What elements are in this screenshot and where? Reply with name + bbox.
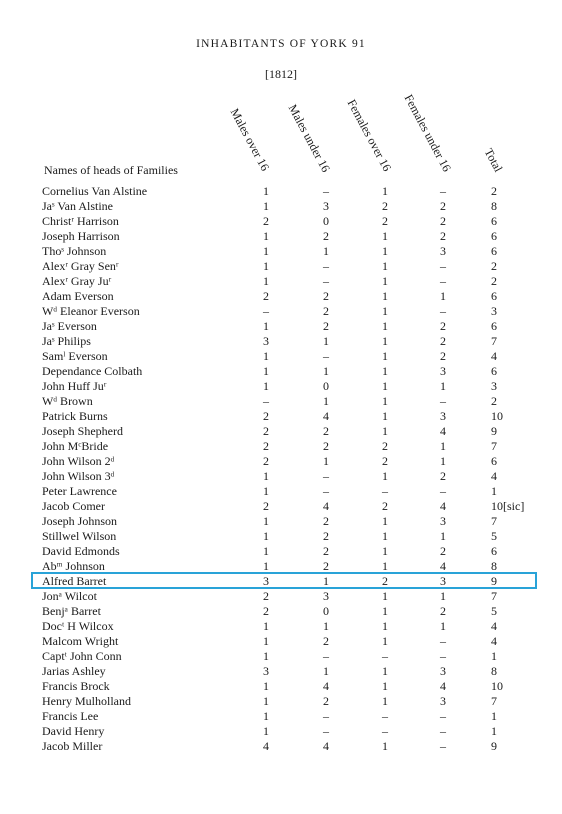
table-row bbox=[0, 379, 562, 394]
count-cell: 2 bbox=[263, 454, 269, 468]
count-cell: 1 bbox=[323, 244, 329, 258]
count-cell: – bbox=[323, 349, 329, 363]
head-of-family-name: Joseph Shepherd bbox=[42, 424, 123, 438]
count-cell: 1 bbox=[263, 709, 269, 723]
count-cell: 1 bbox=[263, 634, 269, 648]
count-cell: 1 bbox=[382, 379, 388, 393]
total-cell: 2 bbox=[491, 259, 497, 273]
head-of-family-name: Benjᵃ Barret bbox=[42, 604, 101, 618]
count-cell: 1 bbox=[323, 619, 329, 633]
count-cell: 1 bbox=[382, 184, 388, 198]
table-row bbox=[0, 664, 562, 679]
count-cell: 4 bbox=[440, 559, 446, 573]
count-cell: 1 bbox=[440, 529, 446, 543]
count-cell: – bbox=[263, 394, 269, 408]
count-cell: 2 bbox=[382, 454, 388, 468]
count-cell: 2 bbox=[382, 214, 388, 228]
count-cell: 2 bbox=[323, 319, 329, 333]
count-cell: – bbox=[382, 709, 388, 723]
count-cell: 1 bbox=[382, 334, 388, 348]
count-cell: 1 bbox=[263, 319, 269, 333]
table-row bbox=[0, 544, 562, 559]
count-cell: 4 bbox=[323, 499, 329, 513]
total-cell: 2 bbox=[491, 394, 497, 408]
count-cell: 1 bbox=[382, 559, 388, 573]
count-cell: 2 bbox=[263, 589, 269, 603]
head-of-family-name: Jaˢ Philips bbox=[42, 334, 91, 348]
count-cell: – bbox=[323, 484, 329, 498]
count-cell: 2 bbox=[263, 604, 269, 618]
count-cell: 4 bbox=[323, 679, 329, 693]
table-row bbox=[0, 604, 562, 619]
count-cell: 4 bbox=[323, 739, 329, 753]
count-cell: – bbox=[440, 724, 446, 738]
count-cell: 0 bbox=[323, 379, 329, 393]
total-cell: 6 bbox=[491, 214, 497, 228]
head-of-family-name: Alexʳ Gray Juʳ bbox=[42, 274, 112, 288]
count-cell: 1 bbox=[263, 244, 269, 258]
head-of-family-name: Alexʳ Gray Senʳ bbox=[42, 259, 119, 273]
table-row bbox=[0, 409, 562, 424]
count-cell: – bbox=[323, 259, 329, 273]
total-cell: 7 bbox=[491, 334, 497, 348]
count-cell: 1 bbox=[263, 469, 269, 483]
count-cell: 1 bbox=[382, 529, 388, 543]
head-of-family-name: Joseph Harrison bbox=[42, 229, 120, 243]
row-highlight-box bbox=[31, 572, 537, 589]
table-row bbox=[0, 469, 562, 484]
total-cell: 6 bbox=[491, 364, 497, 378]
head-of-family-name: Dependance Colbath bbox=[42, 364, 143, 378]
count-cell: – bbox=[440, 709, 446, 723]
count-cell: 3 bbox=[440, 364, 446, 378]
count-cell: 1 bbox=[263, 649, 269, 663]
head-of-family-name: John MᶜBride bbox=[42, 439, 109, 453]
count-cell: – bbox=[263, 304, 269, 318]
count-cell: 1 bbox=[263, 199, 269, 213]
total-cell: 9 bbox=[491, 739, 497, 753]
count-cell: 4 bbox=[440, 424, 446, 438]
count-cell: 2 bbox=[440, 334, 446, 348]
table-row bbox=[0, 649, 562, 664]
count-cell: 4 bbox=[440, 499, 446, 513]
total-cell: 8 bbox=[491, 664, 497, 678]
count-cell: 2 bbox=[323, 304, 329, 318]
count-cell: 1 bbox=[263, 529, 269, 543]
count-cell: 1 bbox=[263, 619, 269, 633]
total-cell: 6 bbox=[491, 229, 497, 243]
count-cell: 1 bbox=[323, 574, 329, 588]
count-cell: 2 bbox=[440, 199, 446, 213]
count-cell: 3 bbox=[323, 199, 329, 213]
head-of-family-name: Patrick Burns bbox=[42, 409, 108, 423]
table-row bbox=[0, 229, 562, 244]
count-cell: 1 bbox=[382, 544, 388, 558]
count-cell: 2 bbox=[382, 199, 388, 213]
head-of-family-name: Francis Lee bbox=[42, 709, 99, 723]
count-cell: 2 bbox=[440, 604, 446, 618]
count-cell: 3 bbox=[323, 589, 329, 603]
total-cell: 1 bbox=[491, 649, 497, 663]
count-cell: 2 bbox=[440, 319, 446, 333]
total-cell: 10[sic] bbox=[491, 499, 525, 513]
head-of-family-name: John Wilson 3ᵈ bbox=[42, 469, 115, 483]
total-cell: 7 bbox=[491, 514, 497, 528]
total-cell: 7 bbox=[491, 439, 497, 453]
count-cell: 1 bbox=[382, 664, 388, 678]
head-of-family-name: Jacob Miller bbox=[42, 739, 103, 753]
head-of-family-name: John Wilson 2ᵈ bbox=[42, 454, 115, 468]
count-cell: – bbox=[382, 724, 388, 738]
total-cell: 5 bbox=[491, 604, 497, 618]
total-cell: 4 bbox=[491, 619, 497, 633]
count-cell: 1 bbox=[382, 259, 388, 273]
count-cell: 1 bbox=[263, 184, 269, 198]
total-cell: 7 bbox=[491, 694, 497, 708]
head-of-family-name: Francis Brock bbox=[42, 679, 110, 693]
count-cell: – bbox=[440, 184, 446, 198]
count-cell: 1 bbox=[440, 589, 446, 603]
count-cell: 2 bbox=[263, 289, 269, 303]
count-cell: – bbox=[440, 304, 446, 318]
count-cell: 1 bbox=[263, 544, 269, 558]
page-header-title: INHABITANTS OF YORK 91 bbox=[196, 38, 366, 50]
head-of-family-name: Samˡ Everson bbox=[42, 349, 108, 363]
total-cell: 1 bbox=[491, 484, 497, 498]
count-cell: 1 bbox=[382, 424, 388, 438]
table-row bbox=[0, 199, 562, 214]
table-row bbox=[0, 364, 562, 379]
table-row bbox=[0, 619, 562, 634]
count-cell: 1 bbox=[382, 244, 388, 258]
count-cell: 1 bbox=[263, 349, 269, 363]
table-row bbox=[0, 724, 562, 739]
count-cell: 2 bbox=[263, 499, 269, 513]
total-cell: 6 bbox=[491, 319, 497, 333]
count-cell: – bbox=[323, 184, 329, 198]
count-cell: 4 bbox=[323, 409, 329, 423]
count-cell: 1 bbox=[382, 274, 388, 288]
count-cell: 0 bbox=[323, 604, 329, 618]
col-header-females-under: Females under 16 bbox=[401, 92, 455, 174]
table-row bbox=[0, 709, 562, 724]
count-cell: – bbox=[323, 469, 329, 483]
total-cell: 4 bbox=[491, 469, 497, 483]
count-cell: – bbox=[440, 484, 446, 498]
head-of-family-name: Cornelius Van Alstine bbox=[42, 184, 148, 198]
table-row bbox=[0, 529, 562, 544]
count-cell: 1 bbox=[440, 454, 446, 468]
col-header-males-over: Males over 16 bbox=[227, 106, 273, 174]
head-of-family-name: Stillwel Wilson bbox=[42, 529, 117, 543]
count-cell: 2 bbox=[382, 499, 388, 513]
total-cell: 6 bbox=[491, 454, 497, 468]
count-cell: 2 bbox=[323, 544, 329, 558]
count-cell: 1 bbox=[382, 229, 388, 243]
count-cell: – bbox=[440, 394, 446, 408]
count-cell: 1 bbox=[382, 349, 388, 363]
head-of-family-name: Alfred Barret bbox=[42, 574, 107, 588]
count-cell: 3 bbox=[440, 244, 446, 258]
head-of-family-name: John Huff Juʳ bbox=[42, 379, 107, 393]
count-cell: 3 bbox=[440, 409, 446, 423]
table-row bbox=[0, 304, 562, 319]
head-of-family-name: Abᵐ Johnson bbox=[42, 559, 105, 573]
count-cell: 1 bbox=[382, 304, 388, 318]
head-of-family-name: Jarias Ashley bbox=[42, 664, 106, 678]
table-row bbox=[0, 514, 562, 529]
count-cell: 1 bbox=[440, 439, 446, 453]
count-cell: 3 bbox=[440, 664, 446, 678]
count-cell: 1 bbox=[263, 484, 269, 498]
total-cell: 6 bbox=[491, 544, 497, 558]
head-of-family-name: David Edmonds bbox=[42, 544, 120, 558]
head-of-family-name: David Henry bbox=[42, 724, 105, 738]
head-of-family-name: Wᵈ Eleanor Everson bbox=[42, 304, 140, 318]
count-cell: 1 bbox=[263, 379, 269, 393]
count-cell: 1 bbox=[382, 604, 388, 618]
count-cell: – bbox=[323, 274, 329, 288]
count-cell: 2 bbox=[263, 214, 269, 228]
count-cell: 1 bbox=[382, 619, 388, 633]
total-cell: 8 bbox=[491, 199, 497, 213]
count-cell: 2 bbox=[323, 229, 329, 243]
count-cell: 1 bbox=[323, 364, 329, 378]
count-cell: 1 bbox=[323, 664, 329, 678]
count-cell: 4 bbox=[440, 679, 446, 693]
col-header-females-over: Females over 16 bbox=[344, 97, 395, 174]
total-cell: 3 bbox=[491, 304, 497, 318]
head-of-family-name: Docᵗ H Wilcox bbox=[42, 619, 114, 633]
count-cell: 1 bbox=[382, 289, 388, 303]
count-cell: 2 bbox=[323, 634, 329, 648]
count-cell: – bbox=[440, 739, 446, 753]
head-of-family-name: Adam Everson bbox=[42, 289, 114, 303]
count-cell: 2 bbox=[440, 469, 446, 483]
count-cell: – bbox=[323, 709, 329, 723]
head-of-family-name: Jacob Comer bbox=[42, 499, 105, 513]
count-cell: 3 bbox=[440, 694, 446, 708]
count-cell: 1 bbox=[382, 469, 388, 483]
head-of-family-name: Thoˢ Johnson bbox=[42, 244, 107, 258]
total-cell: 6 bbox=[491, 244, 497, 258]
head-of-family-name: Jaˢ Van Alstine bbox=[42, 199, 113, 213]
count-cell: 1 bbox=[440, 619, 446, 633]
names-column-header: Names of heads of Families bbox=[44, 163, 178, 177]
count-cell: 1 bbox=[323, 394, 329, 408]
count-cell: 1 bbox=[382, 319, 388, 333]
count-cell: 1 bbox=[263, 274, 269, 288]
total-cell: 10 bbox=[491, 409, 503, 423]
table-row bbox=[0, 634, 562, 649]
count-cell: 1 bbox=[263, 259, 269, 273]
count-cell: – bbox=[323, 724, 329, 738]
count-cell: 2 bbox=[382, 439, 388, 453]
head-of-family-name: Captᵗ John Conn bbox=[42, 649, 122, 663]
count-cell: 1 bbox=[382, 694, 388, 708]
count-cell: 1 bbox=[440, 379, 446, 393]
total-cell: 6 bbox=[491, 289, 497, 303]
total-cell: 4 bbox=[491, 349, 497, 363]
table-row bbox=[0, 679, 562, 694]
table-row bbox=[0, 484, 562, 499]
count-cell: 3 bbox=[263, 664, 269, 678]
count-cell: 1 bbox=[382, 739, 388, 753]
total-cell: 2 bbox=[491, 184, 497, 198]
count-cell: 1 bbox=[382, 394, 388, 408]
count-cell: 1 bbox=[263, 514, 269, 528]
count-cell: 3 bbox=[440, 514, 446, 528]
table-row bbox=[0, 334, 562, 349]
count-cell: 1 bbox=[382, 679, 388, 693]
count-cell: 2 bbox=[263, 409, 269, 423]
census-table bbox=[0, 184, 562, 754]
count-cell: 4 bbox=[263, 739, 269, 753]
total-cell: 8 bbox=[491, 559, 497, 573]
year-label: [1812] bbox=[265, 67, 297, 81]
table-row bbox=[0, 244, 562, 259]
head-of-family-name: Henry Mulholland bbox=[42, 694, 131, 708]
total-cell: 1 bbox=[491, 724, 497, 738]
table-row bbox=[0, 499, 562, 514]
count-cell: 1 bbox=[323, 334, 329, 348]
total-cell: 7 bbox=[491, 589, 497, 603]
count-cell: 1 bbox=[382, 514, 388, 528]
count-cell: 2 bbox=[440, 214, 446, 228]
total-cell: 9 bbox=[491, 424, 497, 438]
count-cell: 1 bbox=[263, 679, 269, 693]
count-cell: 2 bbox=[440, 229, 446, 243]
table-row bbox=[0, 424, 562, 439]
count-cell: 2 bbox=[323, 439, 329, 453]
table-row bbox=[0, 184, 562, 199]
count-cell: 1 bbox=[263, 364, 269, 378]
count-cell: 2 bbox=[263, 424, 269, 438]
table-row bbox=[0, 394, 562, 409]
count-cell: 1 bbox=[263, 724, 269, 738]
count-cell: 1 bbox=[440, 289, 446, 303]
table-row bbox=[0, 214, 562, 229]
count-cell: – bbox=[440, 634, 446, 648]
head-of-family-name: Joseph Johnson bbox=[42, 514, 118, 528]
count-cell: 2 bbox=[323, 289, 329, 303]
count-cell: 1 bbox=[263, 559, 269, 573]
count-cell: 3 bbox=[440, 574, 446, 588]
count-cell: 2 bbox=[323, 529, 329, 543]
count-cell: 3 bbox=[263, 574, 269, 588]
table-row bbox=[0, 289, 562, 304]
count-cell: 2 bbox=[323, 559, 329, 573]
total-cell: 10 bbox=[491, 679, 503, 693]
count-cell: – bbox=[440, 274, 446, 288]
table-row bbox=[0, 274, 562, 289]
count-cell: 2 bbox=[382, 574, 388, 588]
count-cell: 3 bbox=[263, 334, 269, 348]
total-cell: 1 bbox=[491, 709, 497, 723]
table-row bbox=[0, 349, 562, 364]
head-of-family-name: Jonᵃ Wilcot bbox=[42, 589, 97, 603]
total-cell: 4 bbox=[491, 634, 497, 648]
head-of-family-name: Christʳ Harrison bbox=[42, 214, 119, 228]
head-of-family-name: Peter Lawrence bbox=[42, 484, 117, 498]
count-cell: 1 bbox=[382, 589, 388, 603]
col-header-males-under: Males under 16 bbox=[285, 102, 334, 175]
count-cell: – bbox=[382, 484, 388, 498]
count-cell: 1 bbox=[263, 694, 269, 708]
count-cell: 2 bbox=[263, 439, 269, 453]
count-cell: – bbox=[440, 259, 446, 273]
table-row bbox=[0, 694, 562, 709]
count-cell: 1 bbox=[263, 229, 269, 243]
count-cell: 1 bbox=[323, 454, 329, 468]
total-cell: 3 bbox=[491, 379, 497, 393]
head-of-family-name: Jaˢ Everson bbox=[42, 319, 97, 333]
table-row bbox=[0, 739, 562, 754]
total-cell: 5 bbox=[491, 529, 497, 543]
count-cell: 2 bbox=[323, 514, 329, 528]
count-cell: 2 bbox=[440, 349, 446, 363]
head-of-family-name: Malcom Wright bbox=[42, 634, 119, 648]
count-cell: – bbox=[382, 649, 388, 663]
count-cell: 1 bbox=[382, 364, 388, 378]
total-cell: 2 bbox=[491, 274, 497, 288]
count-cell: 2 bbox=[323, 694, 329, 708]
count-cell: – bbox=[323, 649, 329, 663]
table-row bbox=[0, 319, 562, 334]
count-cell: 0 bbox=[323, 214, 329, 228]
count-cell: 2 bbox=[440, 544, 446, 558]
count-cell: – bbox=[440, 649, 446, 663]
total-cell: 9 bbox=[491, 574, 497, 588]
table-row bbox=[0, 259, 562, 274]
table-row bbox=[0, 439, 562, 454]
count-cell: 1 bbox=[382, 634, 388, 648]
table-row bbox=[0, 454, 562, 469]
count-cell: 2 bbox=[323, 424, 329, 438]
count-cell: 1 bbox=[382, 409, 388, 423]
table-row bbox=[0, 589, 562, 604]
col-header-total: Total bbox=[481, 146, 506, 175]
head-of-family-name: Wᵈ Brown bbox=[42, 394, 93, 408]
